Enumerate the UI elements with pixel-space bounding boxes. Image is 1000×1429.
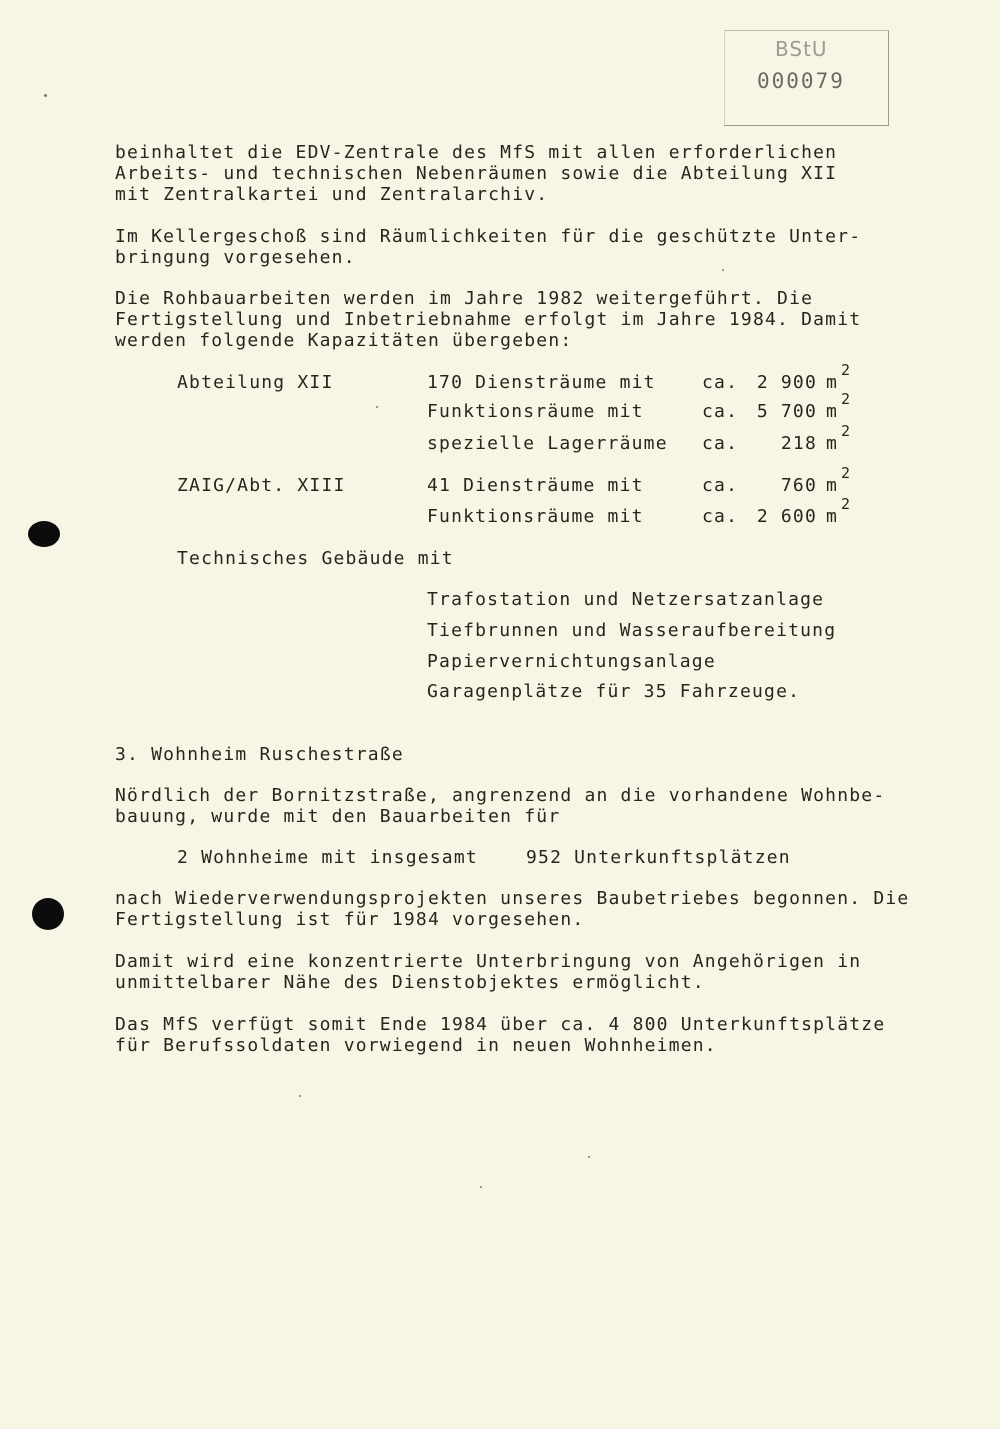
paragraph-line: werden folgende Kapazitäten übergeben: [115,330,573,351]
punch-hole-lower [32,898,64,930]
paragraph-line: Das MfS verfügt somit Ende 1984 über ca. 4 800 Unterkunftsplätze [115,1014,886,1035]
capacity-group: Abteilung XII [177,372,334,393]
paper-speck [588,1156,590,1158]
capacity-value: 5 700 [756,401,817,422]
paragraph-line: unmittelbarer Nähe des Dienstobjektes ermöglicht. [115,972,705,993]
stamp-page-number: 000079 [757,69,845,93]
capacity-item: 170 Diensträume mit [427,372,656,393]
capacity-value: 218 [780,433,817,454]
capacity-approx: ca. [702,433,739,454]
capacity-unit: m [826,401,839,422]
capacity-unit-exponent: 2 [841,390,851,408]
capacity-item: Funktionsräume mit [427,506,644,527]
capacity-approx: ca. [702,506,739,527]
capacity-unit: m [826,475,839,496]
paragraph-line: Fertigstellung ist für 1984 vorgesehen. [115,909,585,930]
paragraph-line: Nördlich der Bornitzstraße, angrenzend an die vorhandene Wohnbe- [115,785,886,806]
capacity-unit-exponent: 2 [841,361,851,379]
paragraph-line: Damit wird eine konzentrierte Unterbringung von Angehörigen in [115,951,862,972]
technical-item: Papiervernichtungsanlage [427,651,716,672]
capacity-unit: m [826,372,839,393]
punch-hole-upper [28,521,60,547]
paper-speck [376,406,378,408]
stamp-agency-label: BStU [775,37,828,61]
capacity-unit: m [826,506,839,527]
capacity-value: 2 600 [756,506,817,527]
paragraph-line: für Berufssoldaten vorwiegend in neuen Wohnheimen. [115,1035,717,1056]
capacity-approx: ca. [702,475,739,496]
paper-speck [722,269,724,271]
capacity-group: ZAIG/Abt. XIII [177,475,346,496]
capacity-unit-exponent: 2 [841,495,851,513]
technical-item: Trafostation und Netzersatzanlage [427,589,825,610]
technical-heading: Technisches Gebäude mit [177,548,454,569]
section-title: 3. Wohnheim Ruschestraße [115,744,404,765]
paragraph-line: Die Rohbauarbeiten werden im Jahre 1982 weitergeführt. Die [115,288,814,309]
paragraph-line: beinhaltet die EDV-Zentrale des MfS mit allen erforderlichen [115,142,838,163]
paragraph-line: bringung vorgesehen. [115,247,356,268]
archive-stamp [724,30,889,126]
capacity-item: Funktionsräume mit [427,401,644,422]
paper-speck [299,1095,301,1097]
paragraph-line: Fertigstellung und Inbetriebnahme erfolgt im Jahre 1984. Damit [115,309,862,330]
paragraph-line: bauung, wurde mit den Bauarbeiten für [115,806,561,827]
paragraph-line: mit Zentralkartei und Zentralarchiv. [115,184,549,205]
paper-speck [44,94,47,97]
paper-speck [480,1186,482,1188]
capacity-item: spezielle Lagerräume [427,433,668,454]
capacity-approx: ca. [702,372,739,393]
technical-item: Tiefbrunnen und Wasseraufbereitung [427,620,837,641]
capacity-value: 760 [780,475,817,496]
capacity-approx: ca. [702,401,739,422]
paragraph-line: Arbeits- und technischen Nebenräumen sowie die Abteilung XII [115,163,838,184]
technical-item: Garagenplätze für 35 Fahrzeuge. [427,681,801,702]
capacity-unit: m [826,433,839,454]
capacity-value: 2 900 [756,372,817,393]
capacity-unit-exponent: 2 [841,422,851,440]
paragraph-line: nach Wiederverwendungsprojekten unseres Baubetriebes begonnen. Die [115,888,910,909]
paragraph-line: Im Kellergeschoß sind Räumlichkeiten für die geschützte Unter- [115,226,862,247]
capacity-unit-exponent: 2 [841,464,851,482]
dormitory-count-label: 2 Wohnheime mit insgesamt [177,847,478,868]
dormitory-capacity-value: 952 Unterkunftsplätzen [526,847,791,868]
capacity-item: 41 Diensträume mit [427,475,644,496]
